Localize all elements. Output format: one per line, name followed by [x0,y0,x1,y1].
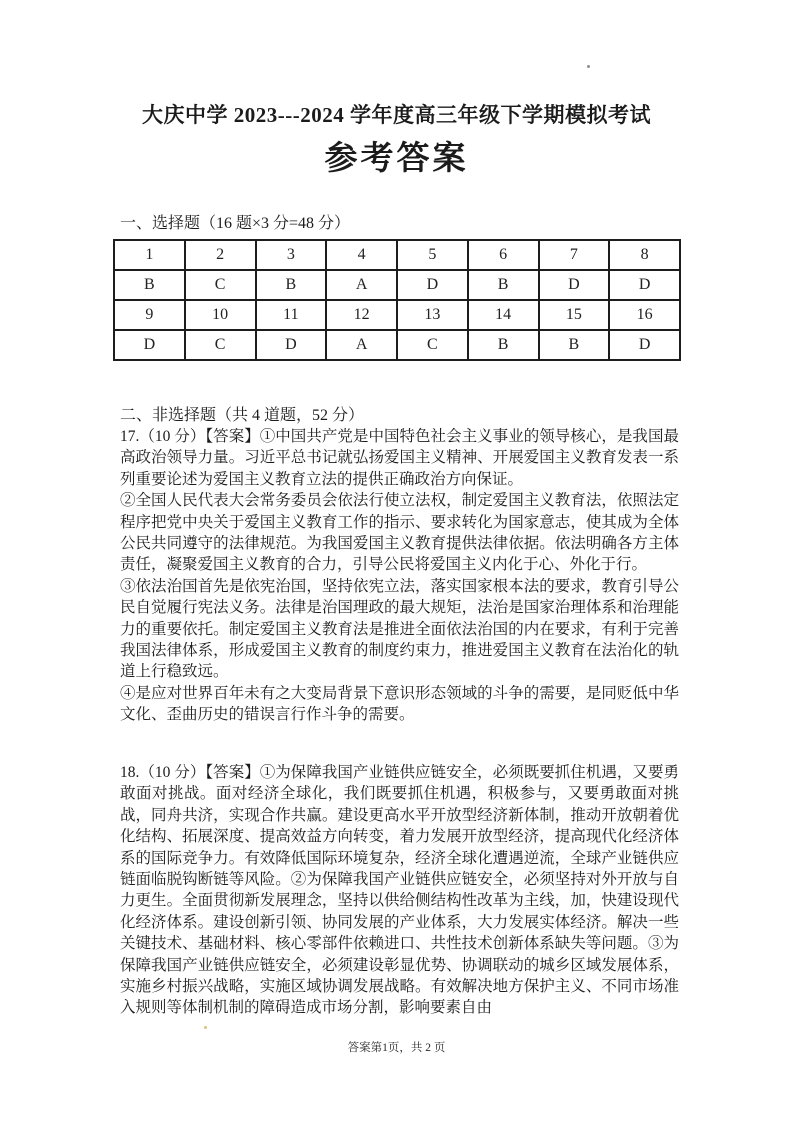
question-number-cell: 2 [185,240,256,270]
answer-letter-cell: B [468,330,539,360]
question-number-cell: 14 [468,300,539,330]
answer-table [113,239,681,361]
answer-letter-cell: B [539,330,610,360]
question-number-cell: 1 [114,240,185,270]
question-number-row [114,300,680,330]
question-number-cell: 6 [468,240,539,270]
answer-letter-cell: A [326,330,397,360]
answer-letter-cell: D [114,330,185,360]
question-number-cell: 13 [397,300,468,330]
answer-letter-cell: A [326,270,397,300]
answer-letter-cell: B [256,270,327,300]
reference-answers-heading: 参考答案 [324,141,469,177]
question-prefix: 17.（10 分）【答案】 [120,428,260,445]
choice-section-heading: 一、选择题（16 题×3 分=48 分） [120,215,351,232]
answer-letter-row [114,330,680,360]
question-number-cell: 11 [256,300,327,330]
question-number-cell: 15 [539,300,610,330]
answer-point-1: ①中国共产党是中国特色社会主义事业的领导核心，是我国最高政治领导力量。习近平总书记就弘扬爱国主义精神、开展爱国主义教育发表一系列重要论述为爱国主义教育立法的提供正确政治方向保证。 [120,428,679,488]
answer-paragraph [120,762,679,1019]
answer-letter-cell: B [468,270,539,300]
question-number-cell: 7 [539,240,610,270]
exam-title: 大庆中学 2023---2024 学年度高三年级下学期模拟考试 [142,103,651,127]
answer-letter-row [114,270,680,300]
answer-paragraph: ③依法治国首先是依宪治国，坚持依宪立法，落实国家根本法的要求，教育引导公民自觉履行宪法义务。法律是治国理政的最大规矩，法治是国家治理体系和治理能力的重要依托。制定爱国主义教育法是推进全面依法治国的内在要求，有利于完善我国法律体系，形成爱国主义教育的制度约束力，推进爱国主义教育在法治化的轨道上行稳致远。 [120,577,679,681]
question-number-cell: 5 [397,240,468,270]
page-footer: 答案第1页，共 2 页 [347,1042,446,1054]
question-number-cell: 8 [609,240,680,270]
question-number-cell: 3 [256,240,327,270]
answer-letter-cell: D [609,330,680,360]
answer-letter-cell: D [256,330,327,360]
answer-letter-cell: C [185,330,256,360]
question-17-answer [120,426,679,726]
answer-letter-cell: C [185,270,256,300]
answer-paragraph: ②全国人民代表大会常务委员会依法行使立法权，制定爱国主义教育法，依照法定程序把党中央关于爱国主义教育工作的指示、要求转化为国家意志，使其成为全体公民共同遵守的法律规范。为我国爱国主义教育提供法律依据。依法明确各方主体责任，凝聚爱国主义教育的合力，引导公民将爱国主义内化于心、外化于行。 [120,492,679,574]
scan-artifact-dot [587,65,590,68]
answer-paragraph: ④是应对世界百年未有之大变局背景下意识形态领域的斗争的需要，是同贬低中华文化、歪曲历史的错误言行作斗争的需要。 [120,684,679,724]
answer-letter-cell: B [114,270,185,300]
scan-artifact-dot [204,1026,207,1029]
essay-section-heading: 二、非选择题（共 4 道题，52 分） [120,407,365,424]
question-prefix: 18.（10 分）【答案】 [120,764,260,781]
question-number-cell: 9 [114,300,185,330]
question-number-cell: 4 [326,240,397,270]
answer-letter-cell: C [397,330,468,360]
question-number-cell: 16 [609,300,680,330]
question-number-row [114,240,680,270]
answer-letter-cell: D [397,270,468,300]
question-number-cell: 10 [185,300,256,330]
question-number-cell: 12 [326,300,397,330]
answer-letter-cell: D [539,270,610,300]
answer-paragraph [120,426,679,490]
question-18-answer [120,762,679,1019]
answer-letter-cell: D [609,270,680,300]
answer-point-1: ①为保障我国产业链供应链安全，必须既要抓住机遇，又要勇敢面对挑战。面对经济全球化，我们既要抓住机遇，积极参与，又要勇敢面对挑战，同舟共济，实现合作共赢。建设更高水平开放型经济新体制，推动开放朝着优化结构、拓展深度、提高效益方向转变，着力发展开放型经济，提高现代化经济体系的国际竞争力。有效降低国际环境复杂，经济全球化遭遇逆流，全球产业链供应链面临脱钩断链等风险。②为保障我国产业链供应链安全，必须坚持对外开放与自力更生。全面贯彻新发展理念，坚持以供给侧结构性改革为主线，加，快建设现代化经济体系。建设创新引领、协同发展的产业体系，大力发展实体经济。解决一些关键技术、基础材料、核心零部件依赖进口、共性技术创新体系缺失等问题。③为保障我国产业链供应链安全，必须建设彰显优势、协调联动的城乡区域发展体系，实施乡村振兴战略，实施区域协调发展战略。有效解决地方保护主义、不同市场准入规则等体制机制的障碍造成市场分割，影响要素自由 [120,764,679,1017]
